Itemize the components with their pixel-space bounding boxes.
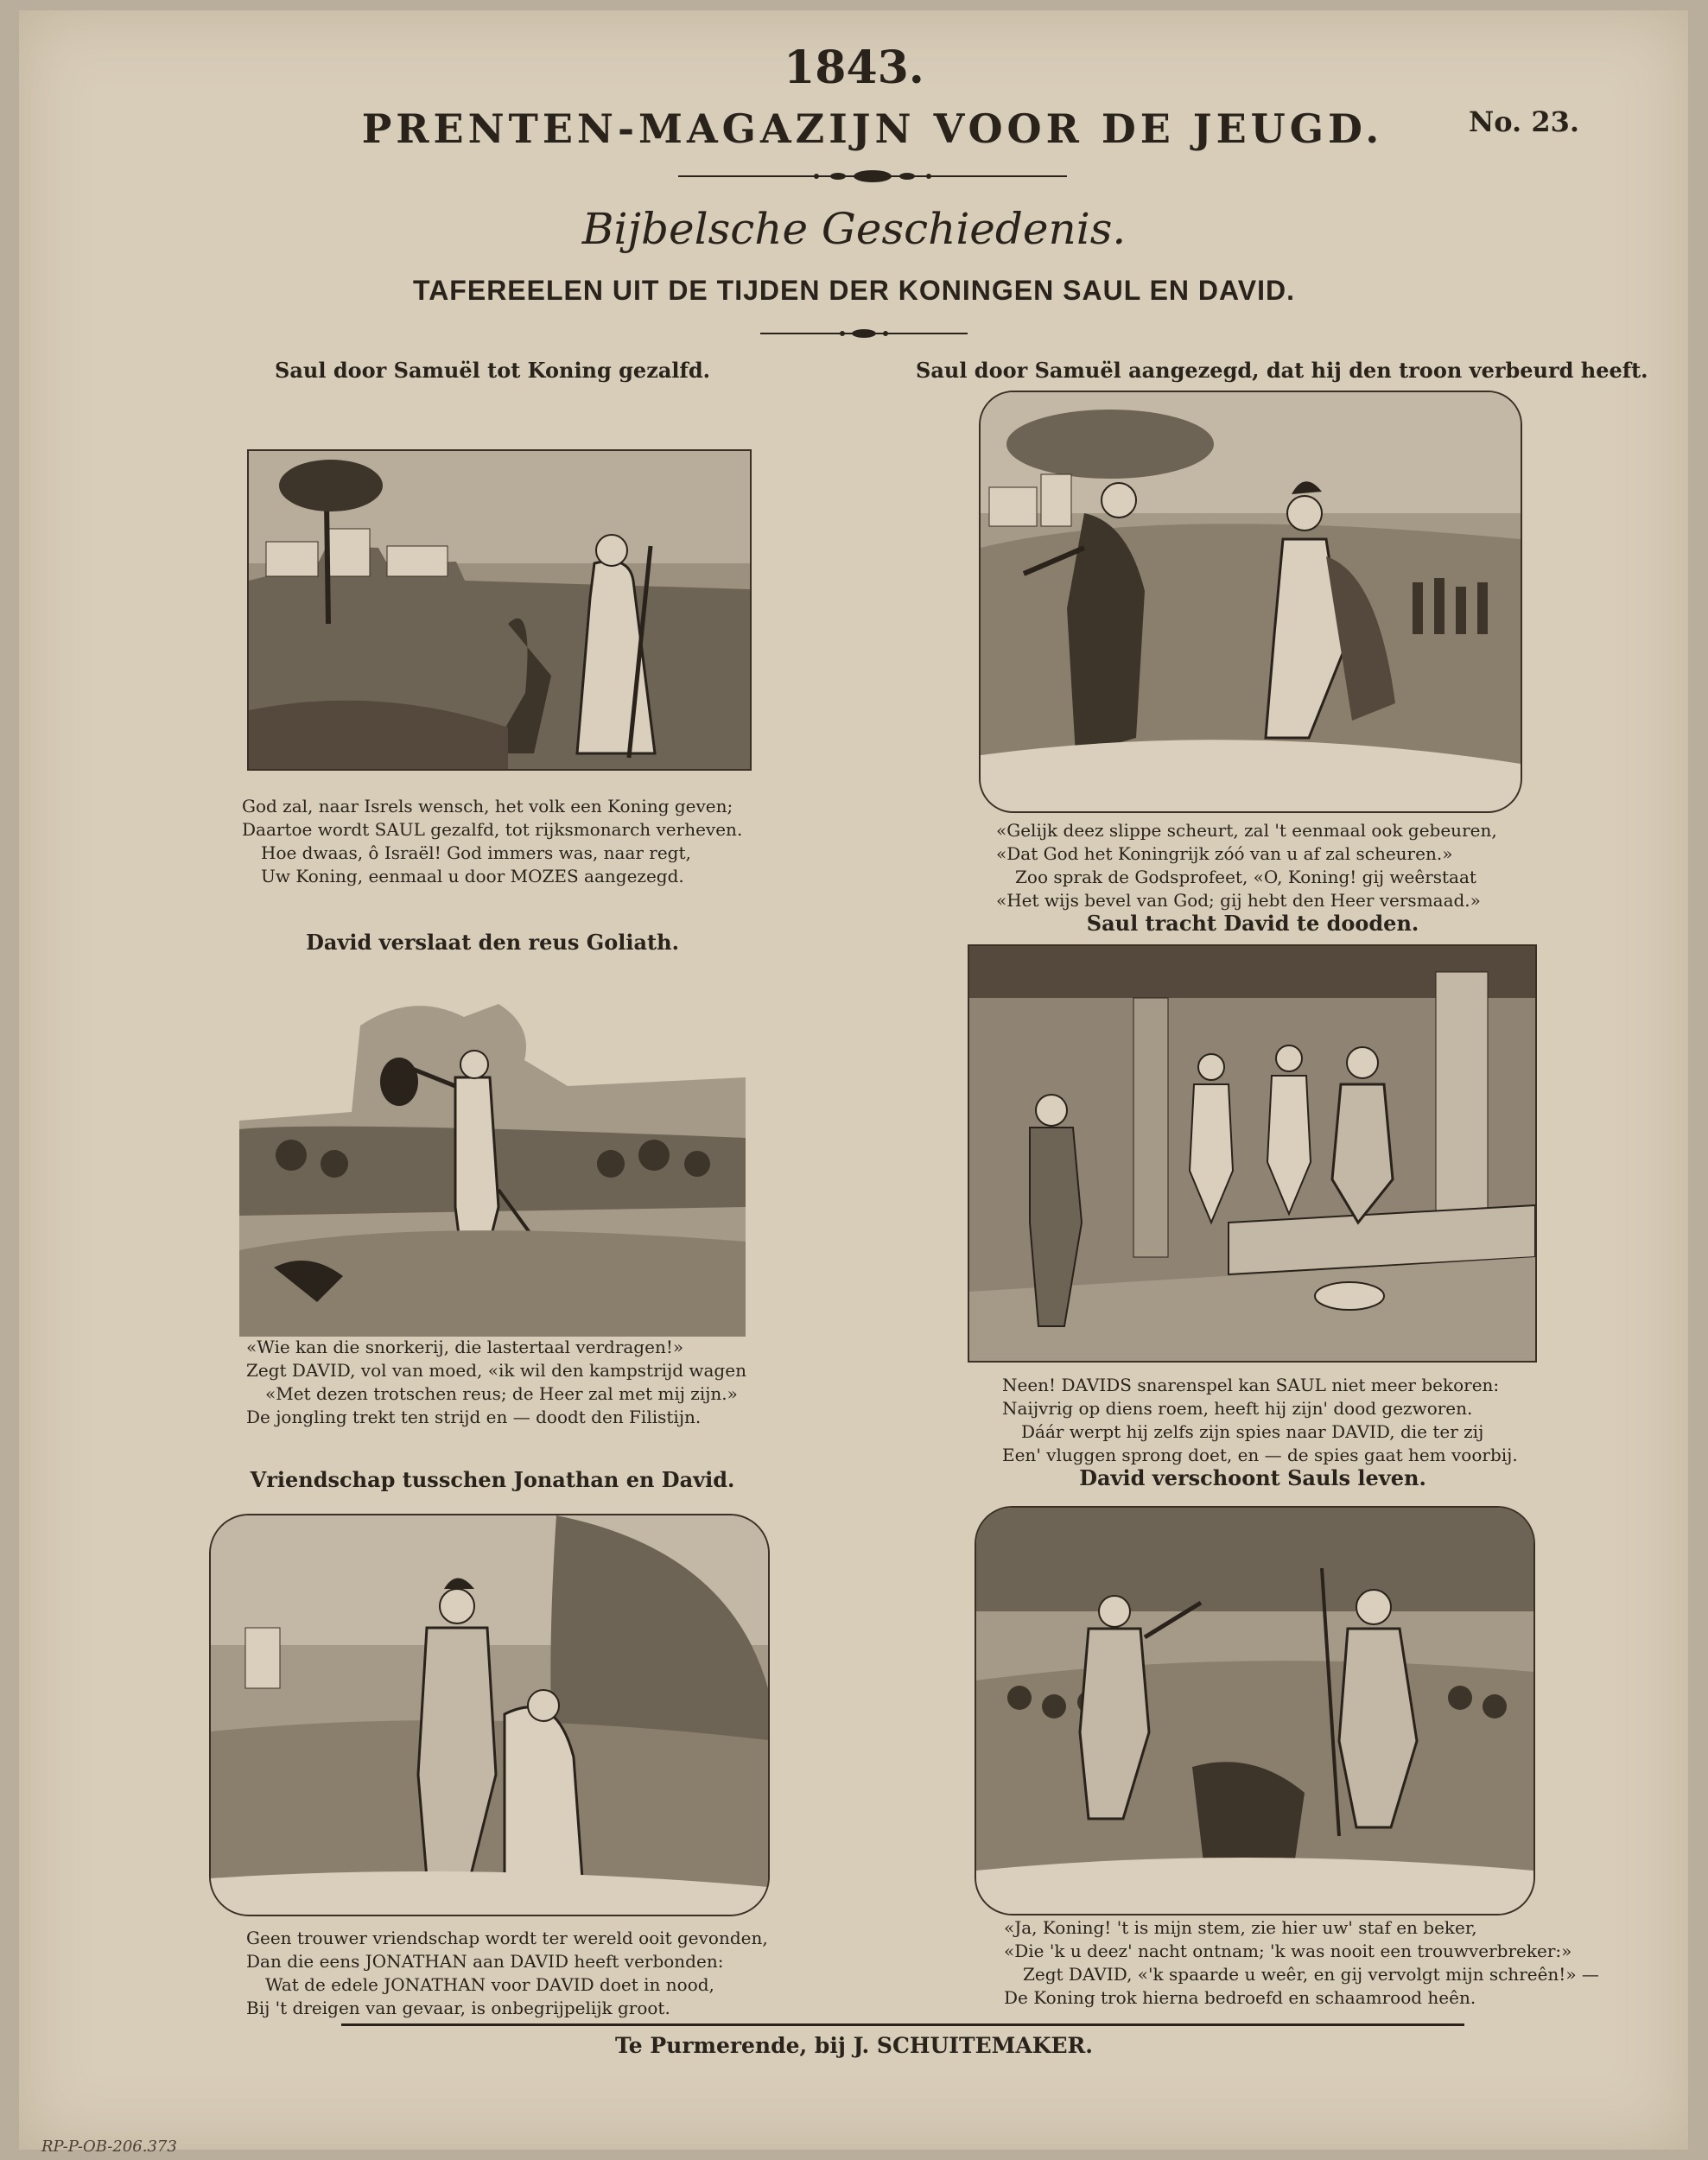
category-heading: Bijbelsche Geschiedenis.: [581, 204, 1127, 254]
panel-caption-spared-life: David verschoont Sauls leven.: [1079, 1465, 1426, 1490]
verse-line: Bij 't dreigen van gevaar, is onbegrijpelijk groot.: [246, 1998, 670, 2018]
verse-line: Dan die eens JONATHAN aan DAVID heeft verbonden:: [246, 1951, 724, 1972]
verse-line: Zegt DAVID, vol van moed, «ik wil den kampstrijd wagen: [246, 1360, 746, 1381]
inventory-number: RP-P-OB-206.373: [41, 2138, 177, 2156]
verse-spear: [1002, 1374, 1518, 1467]
verse-line: God zal, naar Isrels wensch, het volk een Koning geven;: [242, 796, 733, 816]
verse-line: Een' vluggen sprong doet, en — de spies gaat hem voorbij.: [1002, 1445, 1518, 1465]
verse-line: Daartoe wordt SAUL gezalfd, tot rijksmonarch verheven.: [242, 819, 743, 840]
verse-line: Geen trouwer vriendschap wordt ter wereld ooit gevonden,: [246, 1928, 768, 1948]
issue-number: No. 23.: [1469, 105, 1579, 138]
verse-torn-robe: [996, 819, 1497, 912]
verse-goliath: [246, 1336, 746, 1429]
illustration-spared-life: [975, 1506, 1535, 1915]
verse-line: De Koning trok hierna bedroefd en schaamrood heên.: [1004, 1987, 1476, 2008]
illustration-torn-robe: [979, 391, 1522, 813]
ornamental-rule-top: [678, 166, 1067, 187]
panel-caption-goliath: David verslaat den reus Goliath.: [306, 930, 679, 955]
verse-line: Zoo sprak de Godsprofeet, «O, Koning! gij weêrstaat: [1015, 867, 1476, 887]
verse-spared-life: [1004, 1916, 1599, 2010]
verse-line: De jongling trekt ten strijd en — doodt den Filistijn.: [246, 1407, 702, 1427]
panel-caption-torn-robe: Saul door Samuël aangezegd, dat hij den troon verbeurd heeft.: [916, 358, 1648, 383]
verse-line: Uw Koning, eenmaal u door MOZES aangezegd.: [261, 866, 684, 886]
verse-line: «Wie kan die snorkerij, die lastertaal verdragen!»: [246, 1337, 684, 1357]
printer-imprint: Te Purmerende, bij J. SCHUITEMAKER.: [615, 2033, 1093, 2058]
illustration-anointing: [247, 449, 752, 771]
verse-line: Hoe dwaas, ô Israël! God immers was, naar regt,: [261, 842, 691, 863]
verse-line: Wat de edele JONATHAN voor DAVID doet in nood,: [265, 1974, 714, 1995]
verse-anointing: [242, 795, 742, 888]
series-title: TAFEREELEN UIT DE TIJDEN DER KONINGEN SAUL EN DAVID.: [413, 275, 1295, 306]
verse-line: Dáár werpt hij zelfs zijn spies naar DAVID, die ter zij: [1021, 1421, 1484, 1442]
illustration-spear-throne: [968, 944, 1537, 1363]
ornamental-rule-middle: [760, 327, 968, 340]
verse-line: «Met dezen trotschen reus; de Heer zal met mij zijn.»: [265, 1383, 738, 1404]
verse-line: Zegt DAVID, «'k spaarde u weêr, en gij vervolgt mijn schreên!» —: [1023, 1964, 1599, 1985]
verse-line: «Dat God het Koningrijk zóó van u af zal scheuren.»: [996, 843, 1453, 864]
publication-year: 1843.: [784, 41, 924, 94]
illustration-goliath: [238, 989, 747, 1338]
verse-line: Neen! DAVIDS snarenspel kan SAUL niet meer bekoren:: [1002, 1375, 1500, 1395]
illustration-friendship: [209, 1514, 770, 1916]
verse-friendship: [246, 1927, 768, 2020]
magazine-title: PRENTEN-MAGAZIJN VOOR DE JEUGD.: [361, 105, 1384, 152]
imprint-rule: [341, 2023, 1464, 2026]
panel-caption-friendship: Vriendschap tusschen Jonathan en David.: [250, 1467, 735, 1492]
panel-caption-anointing: Saul door Samuël tot Koning gezalfd.: [275, 358, 710, 383]
verse-line: «Die 'k u deez' nacht ontnam; 'k was nooit een trouwverbreker:»: [1004, 1941, 1572, 1961]
verse-line: «Gelijk deez slippe scheurt, zal 't eenmaal ook gebeuren,: [996, 820, 1497, 841]
verse-line: Naijvrig op diens roem, heeft hij zijn' dood gezworen.: [1002, 1398, 1473, 1419]
panel-caption-spear: Saul tracht David te dooden.: [1086, 911, 1419, 936]
verse-line: «Ja, Koning! 't is mijn stem, zie hier uw' staf en beker,: [1004, 1917, 1477, 1938]
verse-line: «Het wijs bevel van God; gij hebt den Heer versmaad.»: [996, 890, 1481, 911]
